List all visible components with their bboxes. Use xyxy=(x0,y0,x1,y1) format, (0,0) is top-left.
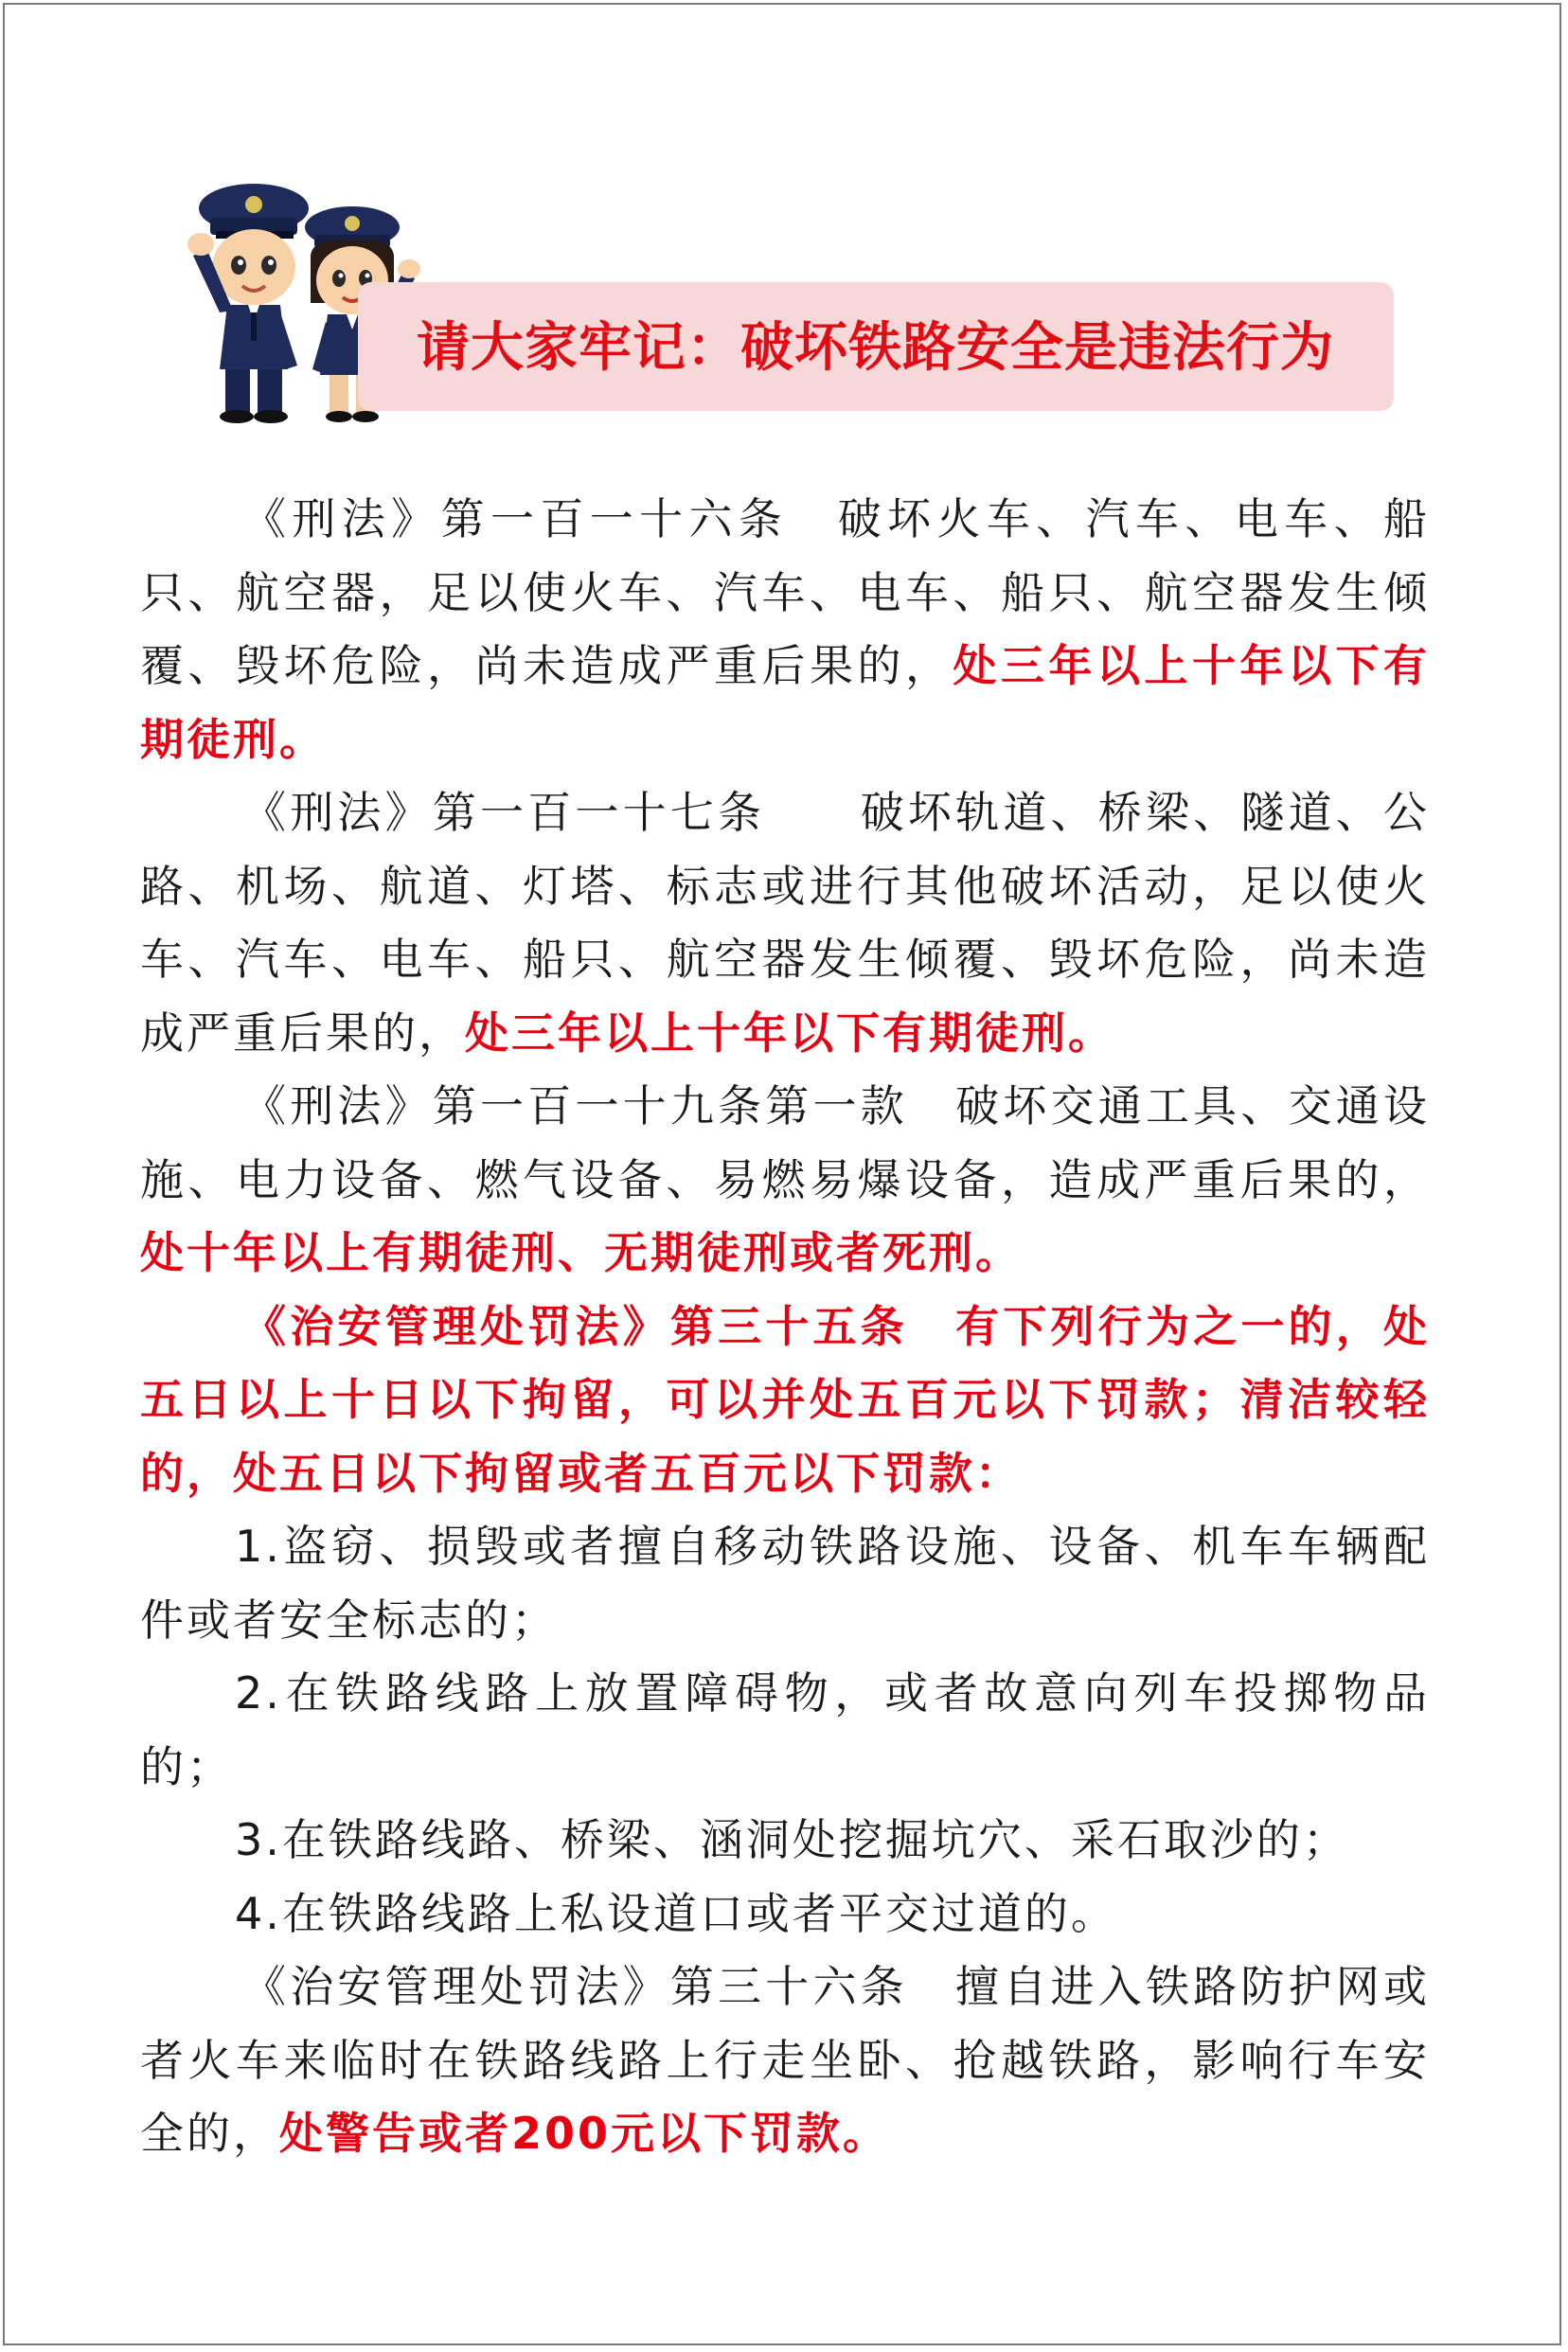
article-body xyxy=(140,483,1430,2171)
paragraph-criminal-law-119 xyxy=(140,1070,1430,1291)
list-item: 2.在铁路线路上放置障碍物，或者故意向列车投掷物品的； xyxy=(140,1667,1430,1792)
paragraph-public-security-law-36 xyxy=(140,1951,1430,2171)
paragraph-text: 《治安管理处罚法》第三十六条 擅自进入铁路防护网或者火车来临时在铁路线路上行走坐卧、抢越铁路，影响行车安全的， xyxy=(140,1961,1430,2159)
penalty-text: 处三年以上十年以下有期徒刑。 xyxy=(465,1007,1114,1059)
list-item: 3.在铁路线路、桥梁、涵洞处挖掘坑穴、采石取沙的； xyxy=(235,1814,1349,1865)
police-officer-male-icon xyxy=(187,184,309,423)
penalty-text: 处三年以上十年以下有期徒刑。 xyxy=(140,640,1430,765)
paragraph-text: 《刑法》第一百一十七条 破坏轨道、桥梁、隧道、公路、机场、航道、灯塔、标志或进行其他破坏活动，足以使火车、汽车、电车、船只、航空器发生倾覆、毁坏危险，尚未造成严重后果的， xyxy=(140,787,1430,1059)
paragraph-text: 《刑法》第一百一十九条第一款 破坏交通工具、交通设施、电力设备、燃气设备、易燃易爆设备，造成严重后果的， xyxy=(140,1080,1430,1205)
list-item: 4.在铁路线路上私设道口或者平交过道的。 xyxy=(235,1887,1117,1939)
paragraph-public-security-law-35 xyxy=(140,1291,1430,1511)
paragraph-criminal-law-116 xyxy=(140,483,1430,776)
penalty-text: 处十年以上有期徒刑、无期徒刑或者死刑。 xyxy=(140,1227,1022,1278)
penalty-text: 《治安管理处罚法》第三十五条 有下列行为之一的，处五日以上十日以下拘留，可以并处五百元以下罚款；清洁较轻的，处五日以下拘留或者五百元以下罚款： xyxy=(140,1300,1430,1499)
paragraph-criminal-law-117 xyxy=(140,776,1430,1070)
list-item: 1.盗窃、损毁或者擅自移动铁路设施、设备、机车车辆配件或者安全标志的； xyxy=(140,1521,1430,1646)
banner-title: 请大家牢记：破坏铁路安全是违法行为 xyxy=(417,317,1334,379)
paragraph-text: 《刑法》第一百一十六条 破坏火车、汽车、电车、船只、航空器，足以使火车、汽车、电车、船只、航空器发生倾覆、毁坏危险，尚未造成严重后果的， xyxy=(140,493,1430,691)
penalty-text: 处警告或者200元以下罚款。 xyxy=(279,2108,890,2159)
